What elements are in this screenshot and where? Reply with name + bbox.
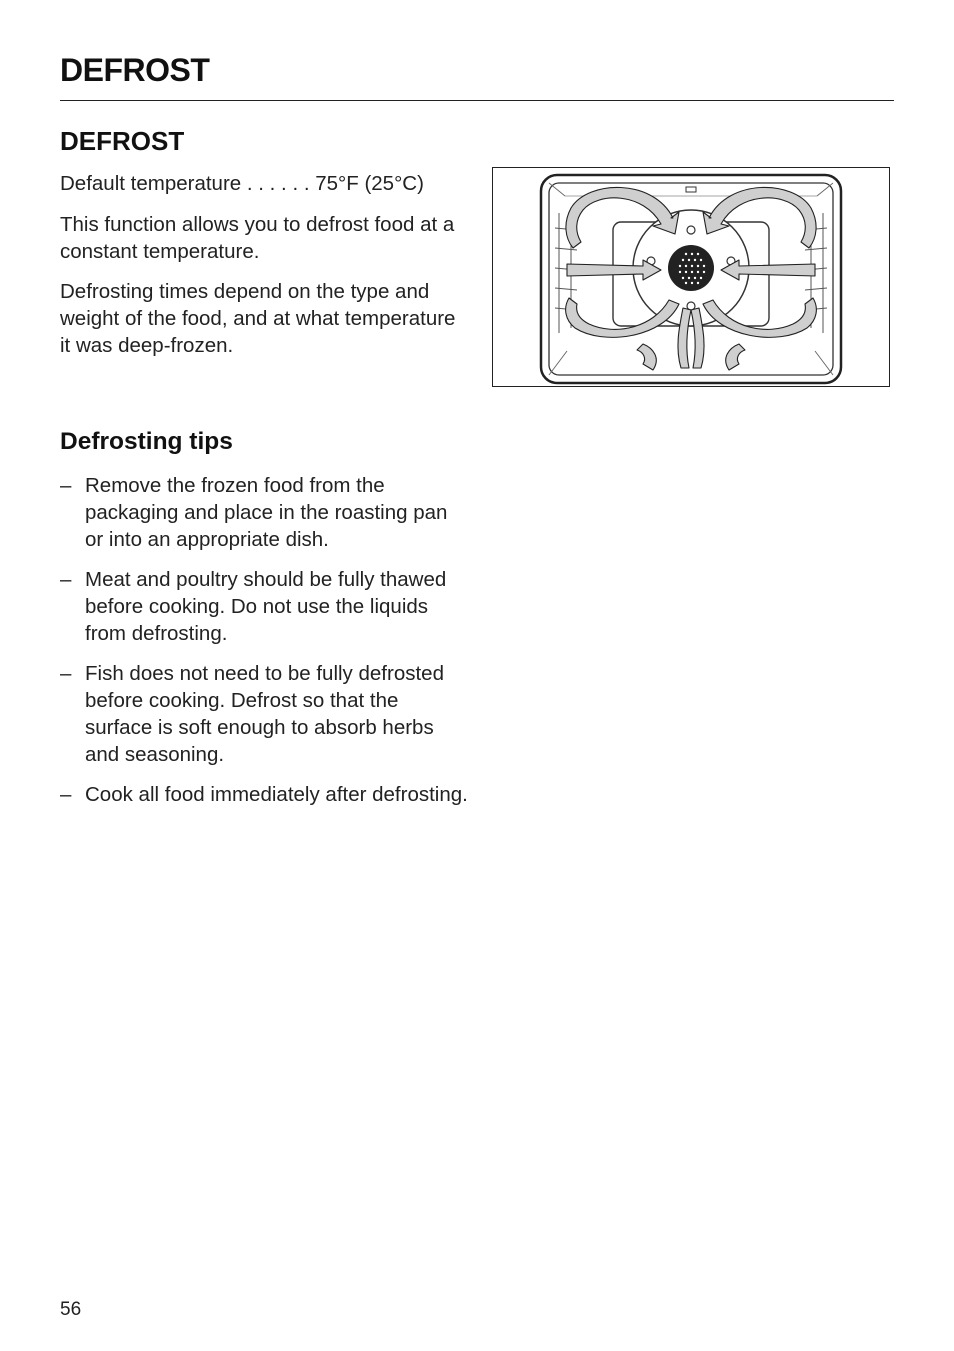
default-temperature-label: Default temperature: [60, 172, 242, 195]
list-item: [60, 566, 470, 647]
section-heading: DEFROST: [60, 126, 185, 156]
list-item: [60, 781, 470, 808]
leader-dots: . . . . . .: [241, 172, 316, 195]
bullet-dash: –: [60, 474, 72, 497]
title-divider: [60, 100, 894, 101]
page-number: 56: [60, 1299, 82, 1320]
defrosting-times-paragraph: Defrosting times depend on the type and weight of the food, and at what temperature it was deep-frozen.: [60, 280, 456, 357]
oven-airflow-figure: [492, 167, 890, 387]
description-paragraph: This function allows you to defrost food at a constant temperature.: [60, 213, 455, 263]
page-title: DEFROST: [60, 52, 210, 88]
default-temperature-row: [60, 170, 470, 197]
tip-text: Cook all food immediately after defrosting.: [85, 783, 468, 806]
tips-list: [60, 472, 470, 821]
tip-text: Remove the frozen food from the packaging and place in the roasting pan or into an appropriate dish.: [85, 474, 448, 551]
bullet-dash: –: [60, 783, 72, 806]
oven-fan-airflow-icon: [493, 168, 889, 386]
tips-heading: Defrosting tips: [60, 428, 233, 455]
bullet-dash: –: [60, 568, 72, 591]
list-item: [60, 472, 470, 553]
tip-text: Meat and poultry should be fully thawed before cooking. Do not use the liquids from defrosting.: [85, 568, 447, 645]
list-item: [60, 660, 470, 768]
tip-text: Fish does not need to be fully defrosted before cooking. Defrost so that the surface is soft enough to absorb herbs and seasoning.: [85, 662, 444, 766]
bullet-dash: –: [60, 662, 72, 685]
default-temperature-value: 75°F (25°C): [315, 172, 424, 195]
